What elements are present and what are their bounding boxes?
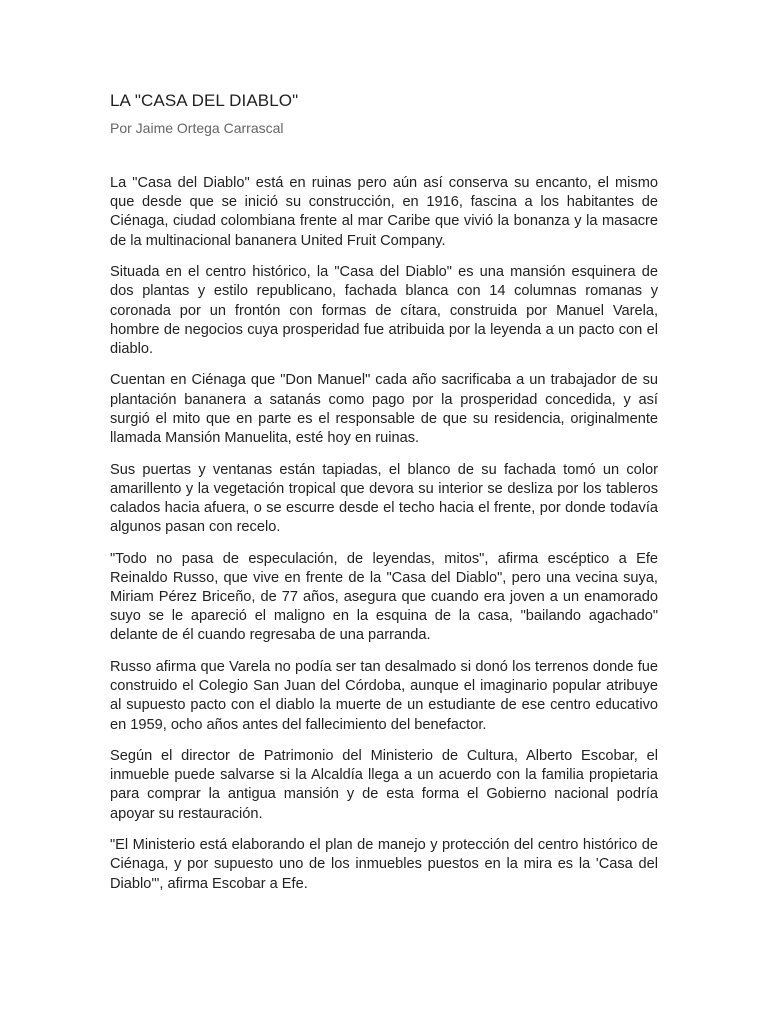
paragraph: "El Ministerio está elaborando el plan de manejo y protección del centro histórico de Ciénaga, y por supuesto uno de los inmuebles puestos en la mira es la 'Casa del Diablo'", afirma Escobar a Efe. [110, 837, 658, 892]
paragraph: Cuentan en Ciénaga que "Don Manuel" cada año sacrificaba a un trabajador de su plantación bananera a satanás como pago por la prosperidad concedida, y así surgió el mito que en parte es el responsable de que su residencia, originalmente llamada Mansión Manuelita, esté hoy en ruinas. [110, 372, 658, 447]
article-title: LA "CASA DEL DIABLO" [110, 91, 299, 110]
paragraph: "Todo no pasa de especulación, de leyendas, mitos", afirma escéptico a Efe Reinaldo Russo, que vive en frente de la "Casa del Diablo", pero una vecina suya, Miriam Pérez Briceño, de 77 años, asegura que cuando era joven a un enamorado suyo se le apareció el maligno en la esquina de la casa, "bailando agachado" delante de él cuando regresaba de una parranda. [110, 550, 658, 644]
paragraph: La "Casa del Diablo" está en ruinas pero aún así conserva su encanto, el mismo que desde que se inició su construcción, en 1916, fascina a los habitantes de Ciénaga, ciudad colombiana frente al mar Caribe que vivió la bonanza y la masacre de la multinacional bananera United Fruit Company. [110, 175, 658, 249]
paragraph: Russo afirma que Varela no podía ser tan desalmado si donó los terrenos donde fue construido el Colegio San Juan del Córdoba, aunque el imaginario popular atribuye al supuesto pacto con el diablo la muerte de un estudiante de ese centro educativo en 1959, ocho años antes del fallecimiento del benefactor. [110, 658, 658, 733]
article-body [110, 174, 658, 894]
document-page [110, 90, 658, 906]
article-author: Por Jaime Ortega Carrascal [110, 120, 284, 136]
paragraph: Situada en el centro histórico, la "Casa del Diablo" es una mansión esquinera de dos plantas y estilo republicano, fachada blanca con 14 columnas romanas y coronada por un frontón con formas de cítara, construida por Manuel Varela, hombre de negocios cuya prosperidad fue atribuida por la leyenda a un pacto con el diablo. [110, 264, 658, 357]
paragraph: Sus puertas y ventanas están tapiadas, el blanco de su fachada tomó un color amarillento y la vegetación tropical que devora su interior se desliza por los tableros calados hacia afuera, o se escurre desde el techo hacia el frente, por donde todavía algunos pasan con recelo. [110, 461, 658, 536]
paragraph: Según el director de Patrimonio del Ministerio de Cultura, Alberto Escobar, el inmueble puede salvarse si la Alcaldía llega a un acuerdo con la familia propietaria para comprar la antigua mansión y de esta forma el Gobierno nacional podría apoyar su restauración. [110, 748, 658, 822]
